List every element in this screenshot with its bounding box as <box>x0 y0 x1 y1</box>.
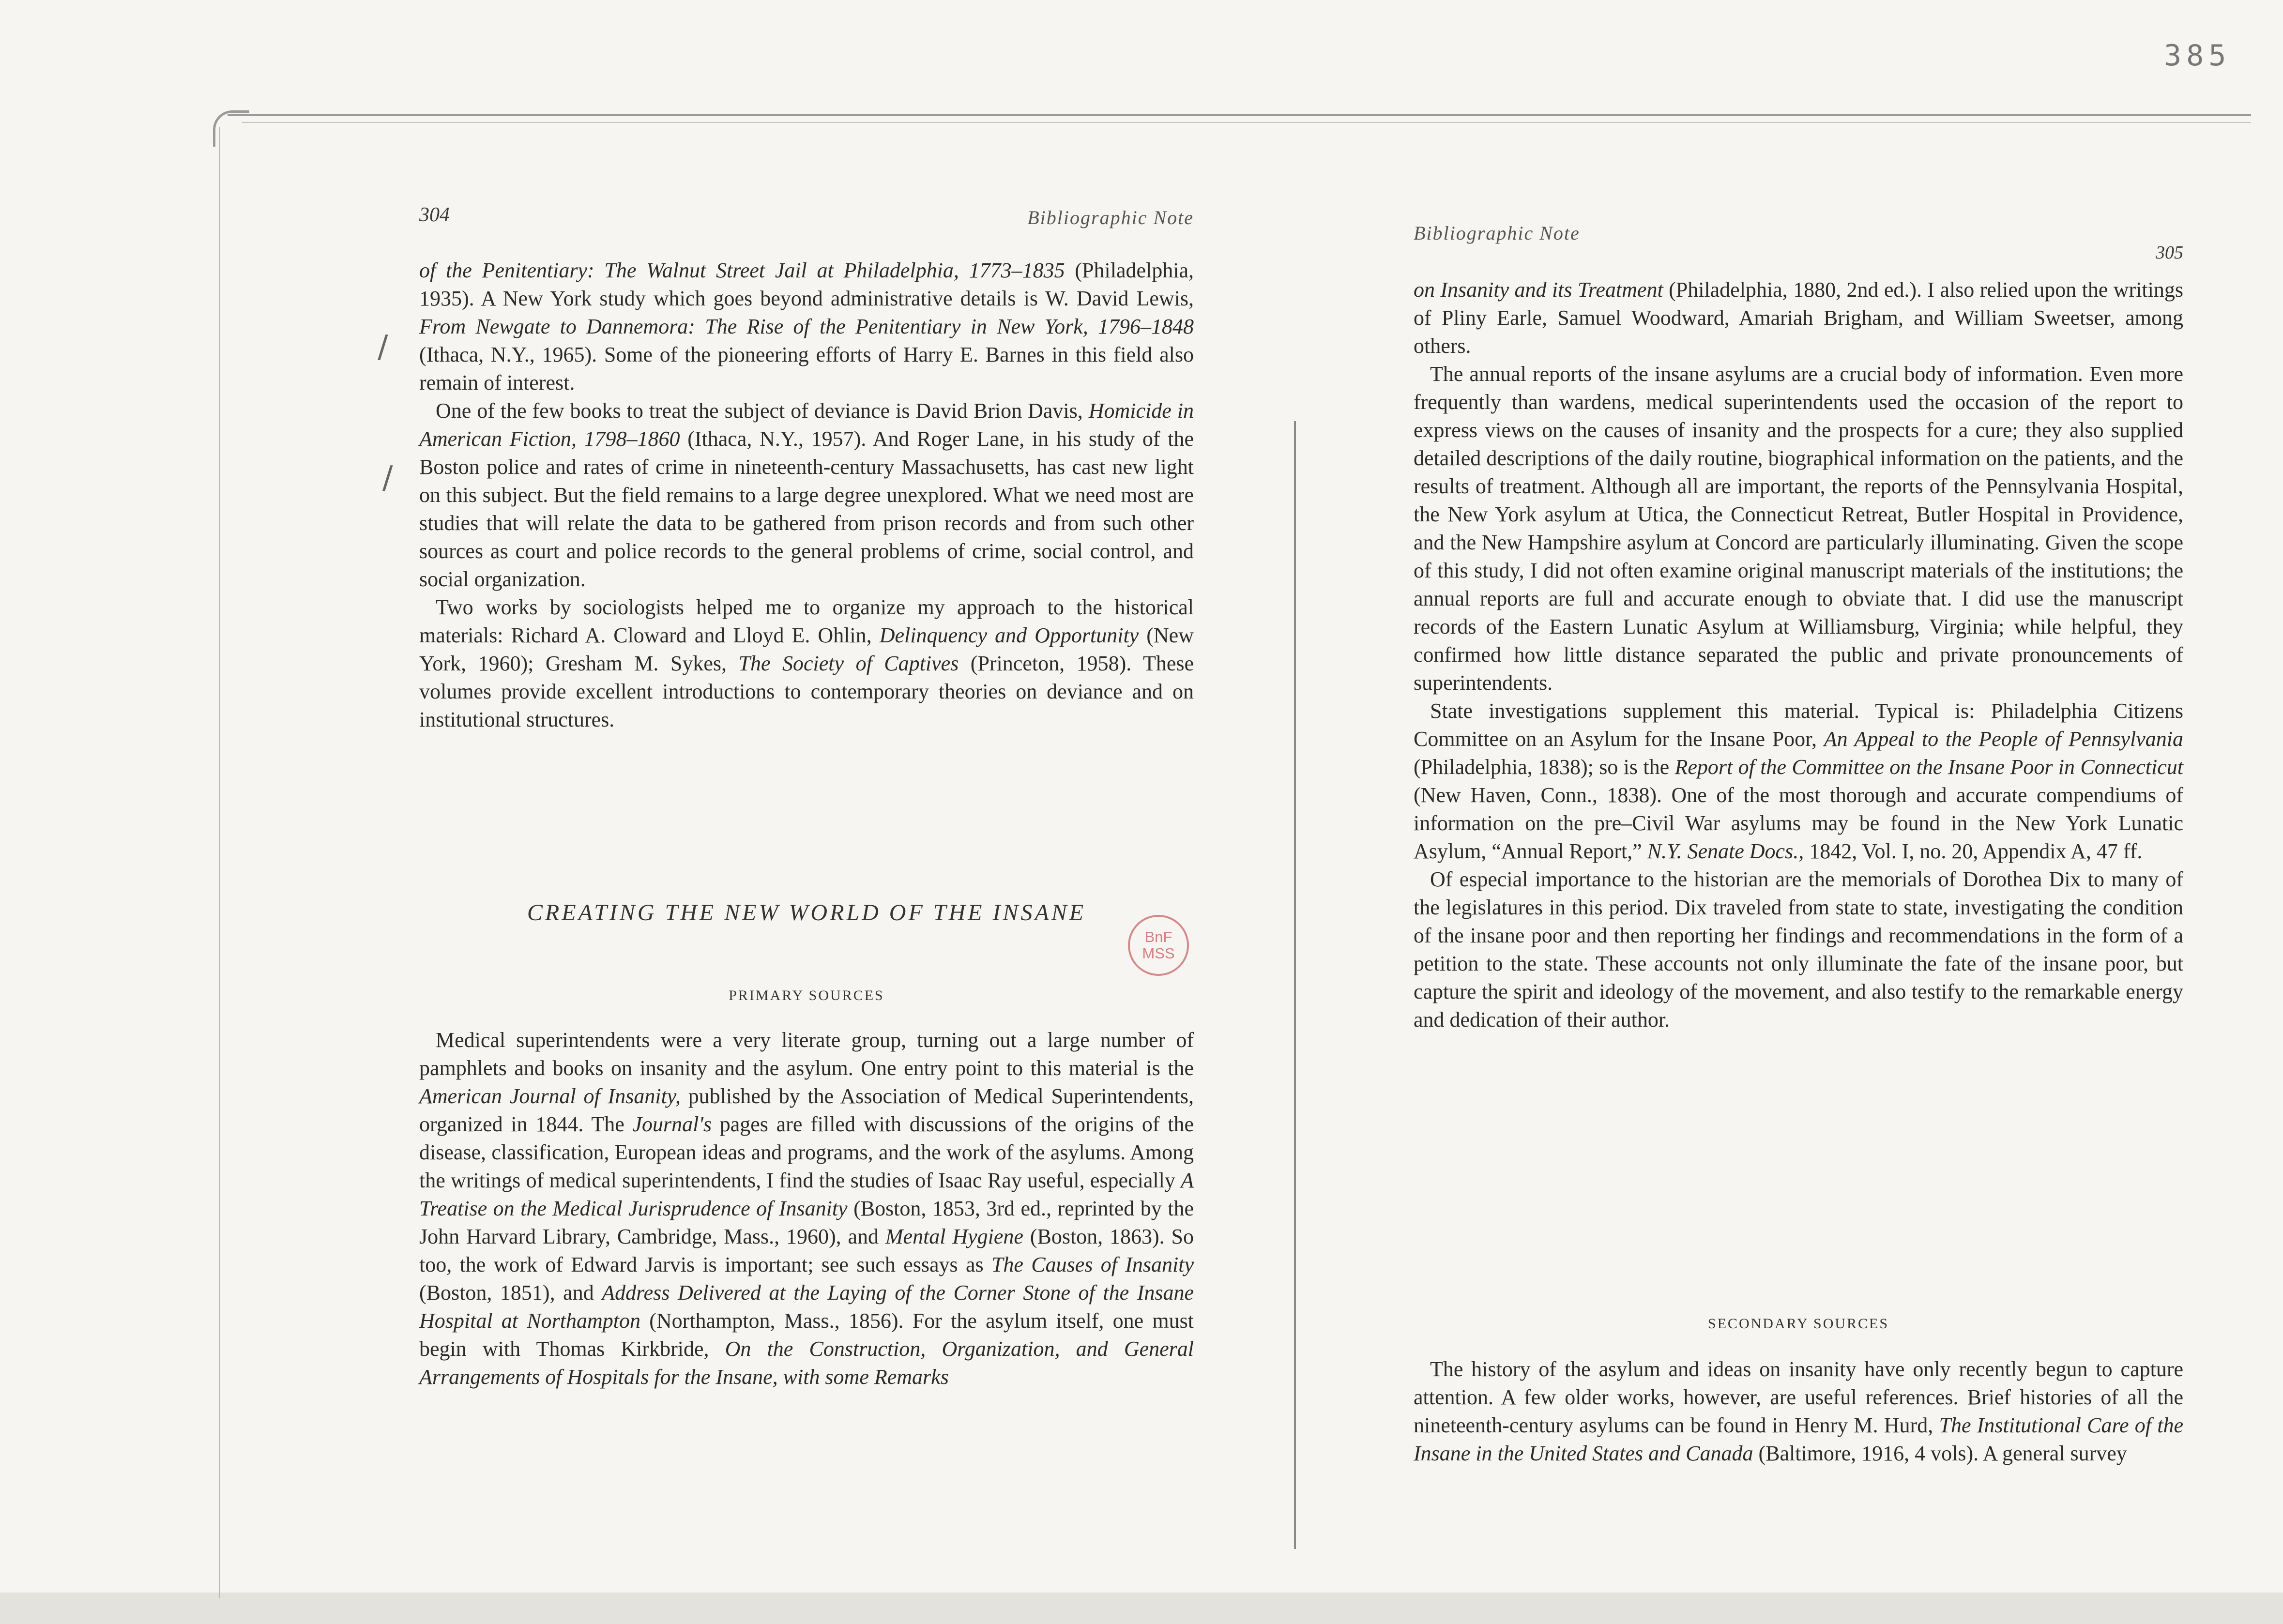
right-folio: 305 <box>2156 243 2183 263</box>
text-run: (New Haven, Conn., 1838). One of the most thorough and accurate compendiums of information on the pre–Civil War asylums may be found in the New York Lunatic Asylum, “Annual Report,” <box>1414 783 2183 863</box>
photostat-frame-left <box>219 127 220 1598</box>
italic-title-run: The Institutional Care of the Insane in the United States and Canada <box>1414 1413 2184 1465</box>
italic-title-run: The Society of Captives <box>738 652 959 675</box>
paragraph <box>1414 276 2183 360</box>
italic-title-run: Mental Hygiene <box>885 1225 1023 1248</box>
text-run: pages are filled with discussions of the origins of the disease, classification, European ideas and programs, and the work of the asylums. Among the writings of medical superintendents, I find the studies of Isaac Ray useful, especially <box>419 1112 1194 1192</box>
text-run: published by the Association of Medical Superintendents, organized in 1844. The <box>419 1084 1194 1136</box>
photostat-frame-top <box>228 114 2251 116</box>
margin-mark-1: / <box>378 329 388 365</box>
stamp-line-2: MSS <box>1142 945 1175 962</box>
italic-title-run: Delinquency and Opportunity <box>879 623 1139 647</box>
italic-title-run: on Insanity and its Treatment <box>1414 278 1663 302</box>
text-run: The history of the asylum and ideas on insanity have only recently begun to capture attention. A few older works, however, are useful references. Brief histories of all the nineteenth-century asylums can be found in Henry M. Hurd, <box>1414 1357 2183 1437</box>
text-run: Of especial importance to the historian are the memorials of Dorothea Dix to many of the legislatures in this period. Dix traveled from state to state, investigating the condition of the insane poor and then reporting her findings and recommendations in the form of a petition to the state. These accounts not only illuminate the fate of the insane poor, but capture the spirit and ideology of the movement, and also testify to the remarkable energy and dedication of their author. <box>1414 867 2183 1032</box>
text-run: The annual reports of the insane asylums are a crucial body of information. Even more frequently than wardens, medical superintendents used the occasion of the report to express views on the causes of insanity and the prospects for a cure; they also supplied detailed descriptions of the daily routine, biographical information on the patients, and the results of treatment. Although all are important, the reports of the Pennsylvania Hospital, the New York asylum at Utica, the Connecticut Retreat, Butler Hospital in Providence, and the New Hampshire asylum at Concord are particularly illuminating. Given the scope of this study, I did not often examine original manuscript materials of the institutions; the annual reports are full and accurate enough to obviate that. I did use the manuscript records of the Eastern Lunatic Asylum at Williamsburg, Virginia; while helpful, they confirmed how little distance separated the public and private pronouncements of superintendents. <box>1414 362 2183 695</box>
paragraph <box>1414 360 2183 697</box>
text-run: (Ithaca, N.Y., 1965). Some of the pioneering efforts of Harry E. Barnes in this field also remain of interest. <box>419 343 1194 395</box>
italic-title-run: Journal's <box>632 1112 712 1136</box>
sheet-number: 385 <box>2164 39 2231 73</box>
paragraph <box>1414 1355 2183 1468</box>
italic-title-run: A Treatise on the Medical Jurisprudence of Insanity <box>419 1169 1194 1220</box>
text-run: 1842, Vol. I, no. 20, Appendix A, 47 ff. <box>1804 839 2143 863</box>
book-gutter <box>1294 421 1296 1549</box>
scan-bottom-band <box>0 1593 2283 1624</box>
subsection-title: PRIMARY SOURCES <box>729 987 884 1003</box>
italic-title-run: Address Delivered at the Laying of the Corner Stone of the Insane Hospital at Northampton <box>419 1281 1194 1333</box>
italic-title-run: On the Construction, Organization, and General Arrangements of Hospitals for the Insane, with some Remarks <box>419 1337 1194 1389</box>
text-run: (Boston, 1853, 3rd ed., reprinted by the John Harvard Library, Cambridge, Mass., 1960), and <box>419 1197 1194 1248</box>
paragraph <box>1414 865 2183 1034</box>
right-running-head: Bibliographic Note <box>1414 222 1580 244</box>
text-run: (Boston, 1851), and <box>419 1281 602 1305</box>
left-running-head: Bibliographic Note <box>1027 207 1194 228</box>
paragraph <box>419 593 1194 734</box>
text-run: (Ithaca, N.Y., 1957). And Roger Lane, in his study of the Boston police and rates of crime in nineteenth-century Massachusetts, has cast new light on this subject. But the field remains to a large degree unexplored. What we need most are studies that will relate the data to be gathered from prison records and from such other sources as court and police records to the general problems of crime, social control, and social organization. <box>419 427 1194 591</box>
paragraph <box>419 397 1194 593</box>
text-run: One of the few books to treat the subject of deviance is David Brion Davis, <box>436 399 1089 423</box>
text-run: (Philadelphia, 1880, 2nd ed.). I also relied upon the writings of Pliny Earle, Samuel Woodward, Amariah Brigham, and William Sweetser, among others. <box>1414 278 2183 358</box>
left-body-text-2 <box>419 1026 1194 1391</box>
text-run: (New York, 1960); Gresham M. Sykes, <box>419 623 1194 675</box>
right-body-text <box>1414 276 2183 1034</box>
paragraph <box>419 257 1194 397</box>
text-run: (Baltimore, 1916, 4 vols). A general survey <box>1753 1442 2127 1465</box>
italic-title-run: From Newgate to Dannemora: The Rise of the Penitentiary in New York, 1796–1848 <box>419 315 1194 338</box>
text-run: (Princeton, 1958). These volumes provide excellent introductions to contemporary theories on deviance and on institutional structures. <box>419 652 1194 731</box>
text-run: (Philadelphia, 1935). A New York study which goes beyond administrative details is W. David Lewis, <box>419 258 1194 310</box>
italic-title-run: American Journal of Insanity, <box>419 1084 681 1108</box>
italic-title-run: An Appeal to the People of Pennsylvania <box>1824 727 2183 751</box>
paragraph <box>1414 697 2183 865</box>
photostat-frame-top-inner <box>242 122 2251 123</box>
italic-title-run: N.Y. Senate Docs., <box>1647 839 1804 863</box>
section-title: CREATING THE NEW WORLD OF THE INSANE <box>527 900 1086 926</box>
left-folio: 304 <box>419 204 450 226</box>
text-run: (Boston, 1863). So too, the work of Edward Jarvis is important; see such essays as <box>419 1225 1194 1276</box>
italic-title-run: of the Penitentiary: The Walnut Street Jail at Philadelphia, 1773–1835 <box>419 258 1065 282</box>
stamp-line-1: BnF <box>1144 928 1172 945</box>
left-body-text <box>419 257 1194 734</box>
text-run: Two works by sociologists helped me to organize my approach to the historical materials: Richard A. Cloward and Lloyd E. Ohlin, <box>419 595 1194 647</box>
margin-mark-2: / <box>382 460 393 496</box>
text-run: (Philadelphia, 1838); so is the <box>1414 755 1675 779</box>
text-run: Medical superintendents were a very literate group, turning out a large number of pamphlets and books on insanity and the asylum. One entry point to this material is the <box>419 1028 1194 1080</box>
text-run: (Northampton, Mass., 1856). For the asylum itself, one must begin with Thomas Kirkbride, <box>419 1309 1194 1361</box>
paragraph <box>419 1026 1194 1391</box>
italic-title-run: Report of the Committee on the Insane Poor in Connecticut <box>1674 755 2183 779</box>
right-body-text-2 <box>1414 1355 2183 1468</box>
subsection-title-secondary: SECONDARY SOURCES <box>1707 1316 1889 1332</box>
italic-title-run: The Causes of Insanity <box>991 1253 1194 1276</box>
library-stamp <box>1128 915 1189 976</box>
text-run: State investigations supplement this material. Typical is: Philadelphia Citizens Committee on an Asylum for the Insane Poor, <box>1414 699 2183 751</box>
italic-title-run: Homicide in American Fiction, 1798–1860 <box>419 399 1194 451</box>
